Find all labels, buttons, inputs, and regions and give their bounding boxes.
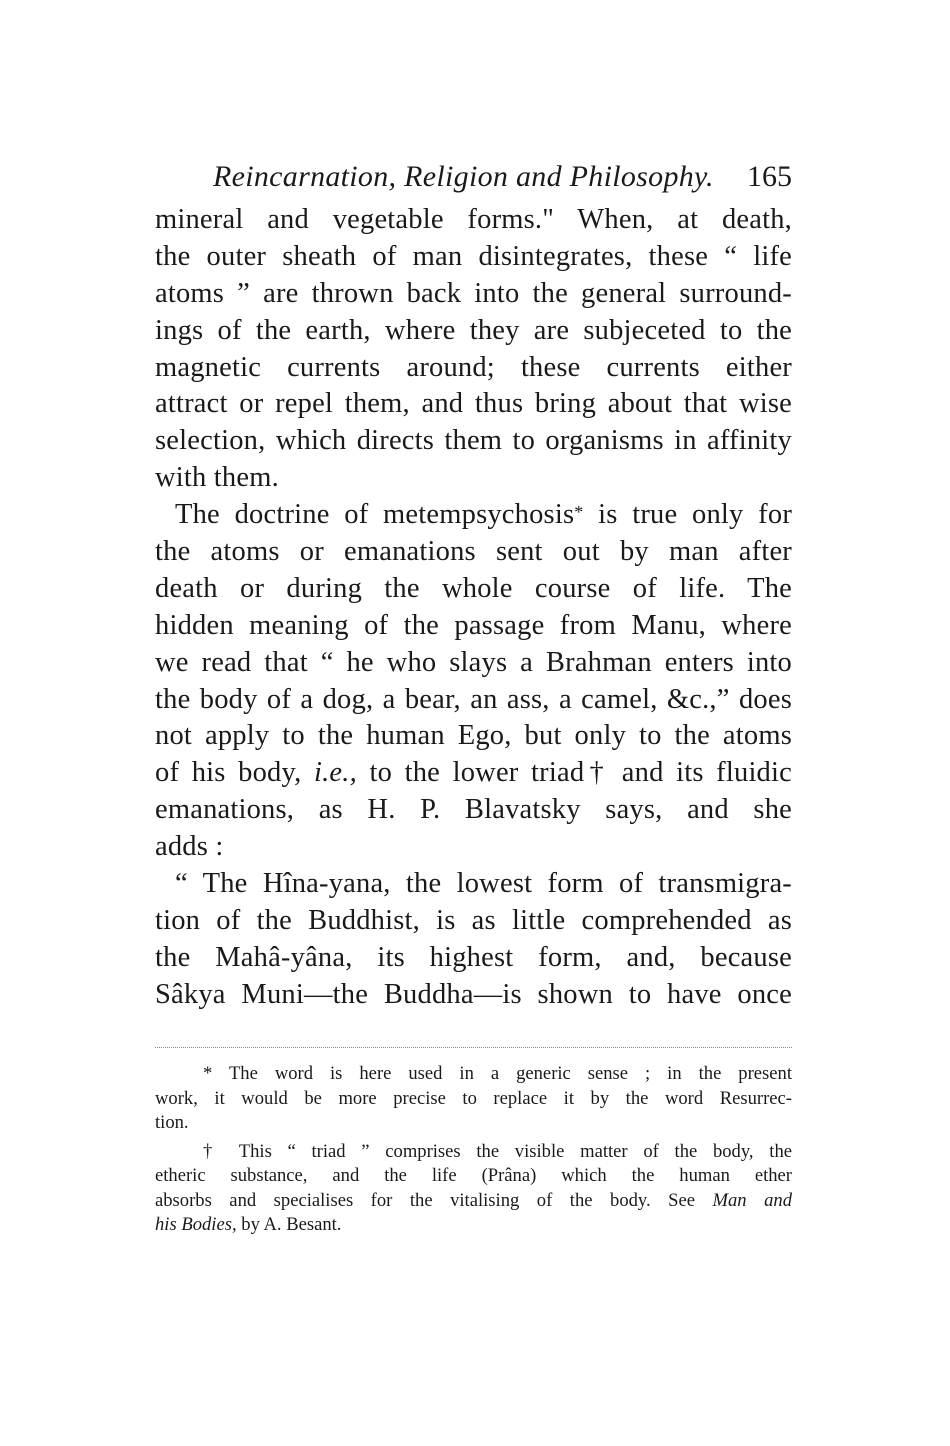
book-title-italic: Man and: [712, 1189, 792, 1211]
text-line: the outer sheath of man disintegrates, these “ life: [155, 240, 792, 272]
text-line: atoms ” are thrown back into the general surround-: [155, 277, 792, 309]
text-line: [155, 497, 792, 534]
dagger-footnote-ref: †: [584, 757, 610, 789]
text-line: attract or repel them, and thus bring about that wise: [155, 388, 792, 420]
text-line: Sâkya Muni—the Buddha—is shown to have once: [155, 978, 792, 1010]
text-line: “ The Hîna-yana, the lowest form of transmigra-: [175, 868, 792, 900]
book-title-italic: his Bodies,: [155, 1214, 237, 1235]
text-line: adds :: [155, 831, 224, 863]
text-line: selection, which directs them to organisms in affinity: [155, 425, 792, 457]
page-header: [155, 160, 792, 196]
text-line: the Mahâ-yâna, its highest form, and, because: [155, 941, 792, 973]
footnote-divider: [155, 1047, 792, 1048]
footnote-line: tion.: [155, 1112, 189, 1133]
text-line: emanations, as H. P. Blavatsky says, and she: [155, 794, 792, 826]
footnote-line: [155, 1140, 792, 1165]
asterisk-footnote-ref: *: [574, 502, 584, 523]
text-line: with them.: [155, 462, 279, 494]
text-fragment: The doctrine of metempsychosis: [175, 499, 575, 531]
italic-abbreviation: i.e.,: [313, 757, 357, 789]
text-fragment: of his body,: [155, 757, 302, 789]
text-fragment: absorbs and specialises for the vitalising of the body. See: [155, 1189, 695, 1211]
text-line: magnetic currents around; these currents either: [155, 351, 792, 383]
text-line: death or during the whole course of life. The: [155, 572, 792, 604]
body-text: [155, 202, 792, 1014]
footnote-line: work, it would be more precise to replace it by the word Resurrec-: [155, 1087, 792, 1109]
text-line: the body of a dog, a bear, an ass, a camel, &c.,” does: [155, 683, 792, 715]
text-line: mineral and vegetable forms." When, at death,: [155, 204, 792, 235]
running-title: Reincarnation, Religion and Philosophy.: [213, 160, 714, 193]
text-line: the atoms or emanations sent out by man after: [155, 536, 792, 568]
footnote-line: [155, 1213, 792, 1238]
page-number: 165: [747, 160, 792, 193]
text-fragment: is true only for: [598, 499, 793, 531]
text-line: not apply to the human Ego, but only to the atoms: [155, 720, 792, 752]
footnote-line: etheric substance, and the life (Prâna) which the human ether: [155, 1165, 792, 1186]
footnote-marker: †: [203, 1140, 224, 1162]
text-fragment: by A. Besant.: [241, 1214, 342, 1235]
footnote-marker: *: [203, 1063, 213, 1084]
text-fragment: This “ triad ” comprises the visible matter of the body, the: [238, 1140, 793, 1162]
footnote-line: [155, 1062, 792, 1087]
text-line: ings of the earth, where they are subjeceted to the: [155, 314, 792, 346]
text-fragment: and its fluidic: [621, 757, 792, 789]
footnote-dagger: [155, 1140, 792, 1238]
text-line: hidden meaning of the passage from Manu, where: [155, 609, 792, 641]
text-fragment: The word is here used in a generic sense ; in the present: [228, 1063, 792, 1084]
text-line: tion of the Buddhist, is as little comprehended as: [155, 904, 792, 936]
text-line: [155, 755, 792, 792]
footnote-line: [155, 1189, 792, 1214]
text-line: we read that “ he who slays a Brahman enters into: [155, 646, 792, 678]
footnote-asterisk: [155, 1062, 792, 1136]
footnotes: [155, 1062, 792, 1238]
text-fragment: to the lower triad: [369, 757, 585, 789]
